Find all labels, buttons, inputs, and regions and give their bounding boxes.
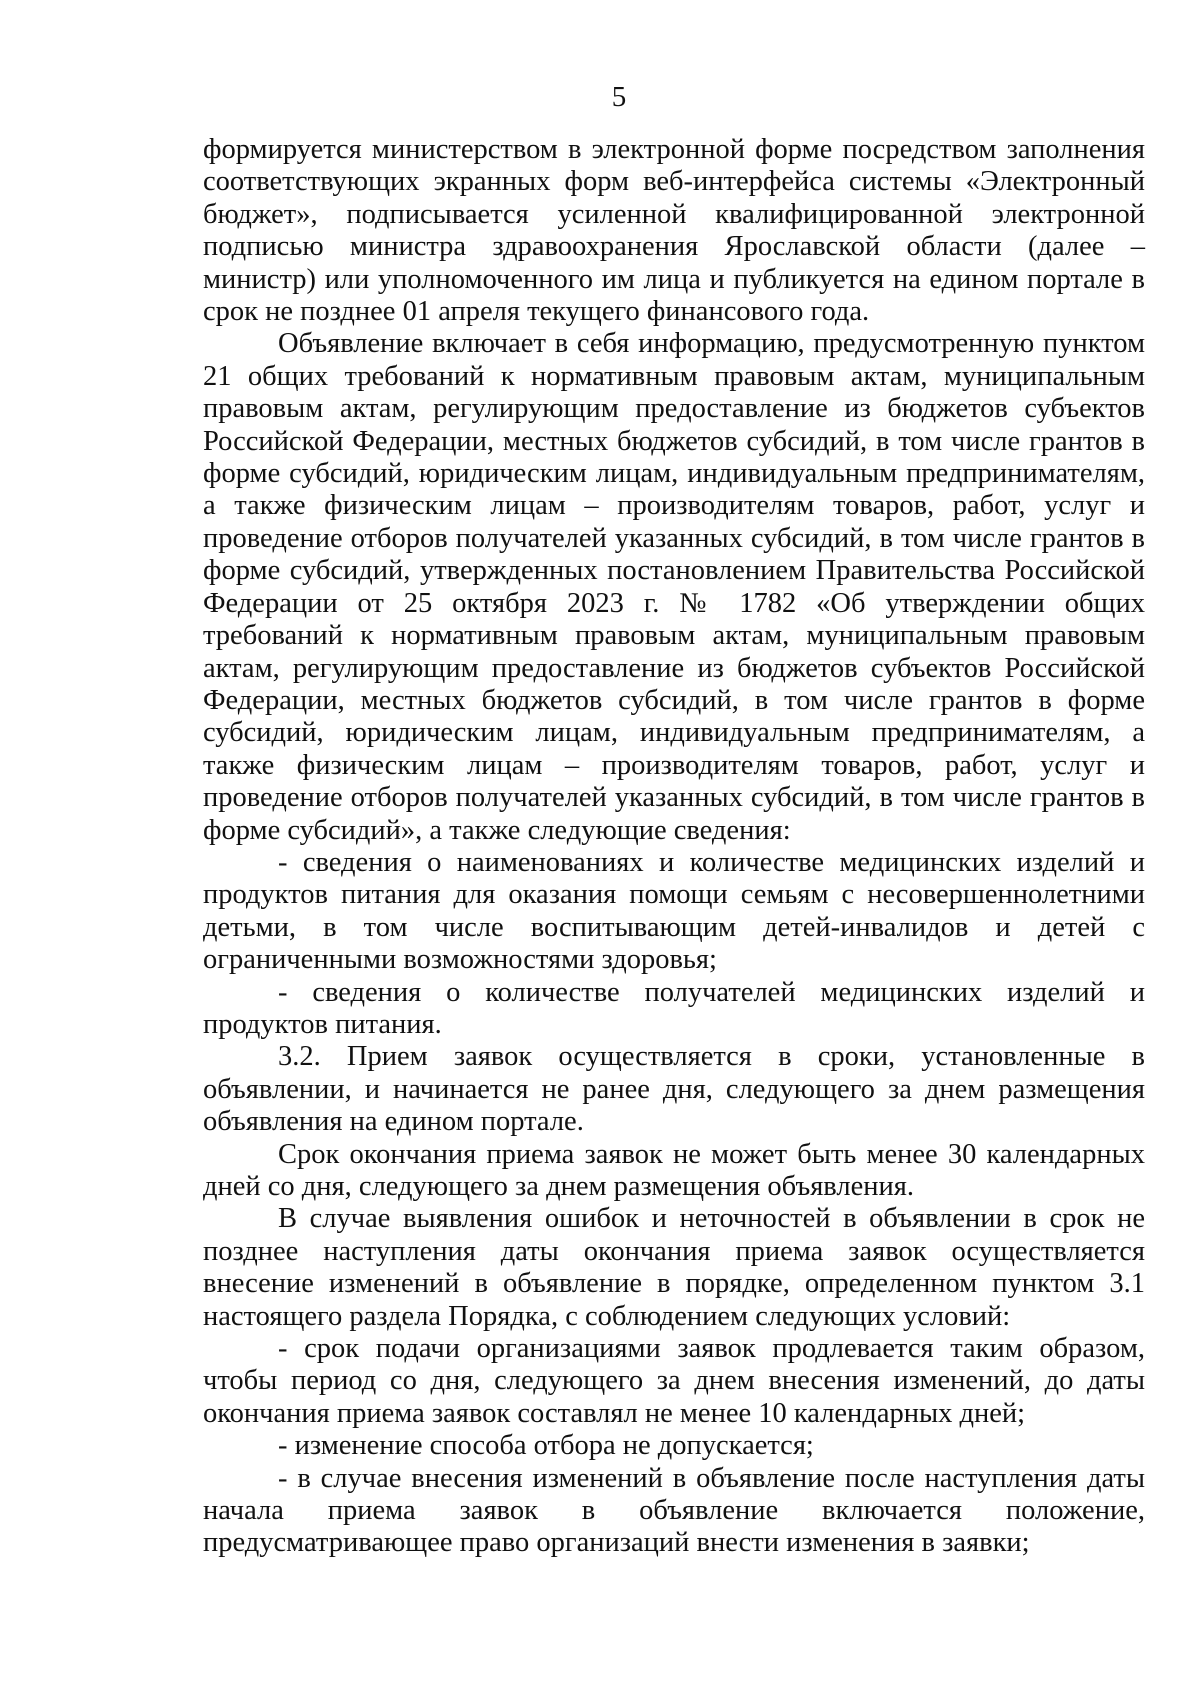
paragraph-deadline: Срок окончания приема заявок не может быть менее 30 календарных дней со дня, следующего за днем размещения объявления. [203, 1138, 1145, 1202]
paragraph-error-correction: В случае выявления ошибок и неточностей в объявлении в срок не позднее наступления даты окончания приема заявок осуществляется внесение изменений в объявление в порядке, определенном пунктом 3.1 настоящего раздела Порядка, с соблюдением следующих условий: [203, 1203, 1145, 1332]
page-number: 5 [611, 81, 627, 113]
paragraph-announcement-formation: формируется министерством в электронной форме посредством заполнения соответствующих экранных форм веб-интерфейса системы «Электронный бюджет», подписывается усиленной квалифицированной электронной подписью министра здравоохранения Ярославской области (далее – министр) или уполномоченного им лица и публикуется на едином портале в срок не позднее 01 апреля текущего финансового года. [203, 134, 1145, 328]
paragraph-section-3-2: 3.2. Прием заявок осуществляется в сроки, установленные в объявлении, и начинается не ранее дня, следующего за днем размещения объявления на едином портале. [203, 1041, 1145, 1138]
document-body [203, 134, 1145, 1560]
paragraph-announcement-contents: Объявление включает в себя информацию, предусмотренную пунктом 21 общих требований к нормативным правовым актам, муниципальным правовым актам, регулирующим предоставление из бюджетов субъектов Российской Федерации, местных бюджетов субсидий, в том числе грантов в форме субсидий, юридическим лицам, индивидуальным предпринимателям, а также физическим лицам – производителям товаров, работ, услуг и проведение отборов получателей указанных субсидий, в том числе грантов в форме субсидий, утвержденных постановлением Правительства Российской Федерации от 25 октября 2023 г. № 1782 «Об утверждении общих требований к нормативным правовым актам, муниципальным правовым актам, регулирующим предоставление из бюджетов субъектов Российской Федерации, местных бюджетов субсидий, в том числе грантов в форме субсидий, юридическим лицам, индивидуальным предпринимателям, а также физическим лицам – производителям товаров, работ, услуг и проведение отборов получателей указанных субсидий, в том числе грантов в форме субсидий», а также следующие сведения: [203, 328, 1145, 846]
list-item-method-unchanged: - изменение способа отбора не допускается; [278, 1430, 814, 1462]
list-item-recipients-count: - сведения о количестве получателей медицинских изделий и продуктов питания. [203, 976, 1145, 1040]
list-item-amendment-right: - в случае внесения изменений в объявление после наступления даты начала приема заявок в объявление включается положение, предусматривающее право организаций внести изменения в заявки; [203, 1462, 1145, 1559]
list-item-extension: - срок подачи организациями заявок продлевается таким образом, чтобы период со дня, следующего за днем внесения изменений, до даты окончания приема заявок составлял не менее 10 календарных дней; [203, 1333, 1145, 1429]
list-item-medical-products-info: - сведения о наименованиях и количестве медицинских изделий и продуктов питания для оказания помощи семьям с несовершеннолетними детьми, в том числе воспитывающим детей-инвалидов и детей с ограниченными возможностями здоровья; [203, 846, 1145, 976]
